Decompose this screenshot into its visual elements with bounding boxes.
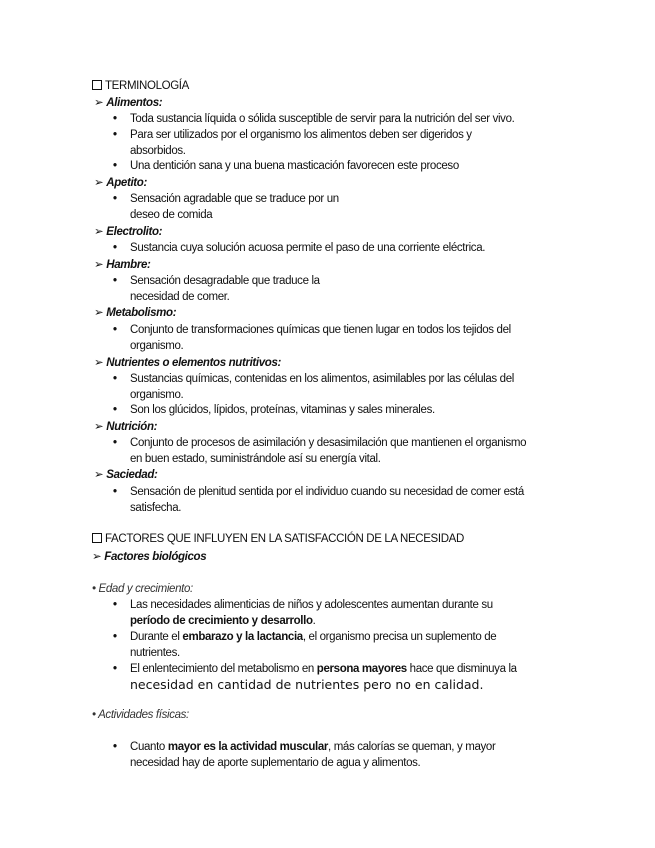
bullet-dot-icon: • [113,437,117,449]
arrow-bullet-icon: ➢ [94,259,104,271]
bullet-dot-icon: • [113,404,117,416]
list-item: Sensación agradable que se traduce por un [130,193,339,205]
checkbox-bullet-icon [92,533,102,543]
term-electrolito: ➢ Electrolito: [94,226,163,238]
term-nutrientes: ➢ Nutrientes o elementos nutritivos: [94,357,281,369]
list-item: Sensación desagradable que traduce la [130,275,320,287]
list-item: Cuanto mayor es la actividad muscular, más calorías se queman, y mayor [130,741,496,753]
bullet-dot-icon: • [113,663,117,675]
term-alimentos: ➢ Alimentos: [94,97,163,109]
small-bullet-icon: • [92,583,99,595]
bullet-dot-icon: • [113,129,117,141]
list-item: Sensación de plenitud sentida por el individuo cuando su necesidad de comer está [130,486,524,498]
section-heading-terminologia: TERMINOLOGÍA [92,79,189,93]
bullet-dot-icon: • [113,160,117,172]
arrow-bullet-icon: ➢ [94,226,104,238]
list-item: Para ser utilizados por el organismo los alimentos deben ser digeridos y [130,129,472,141]
bullet-dot-icon: • [113,741,117,753]
list-item-continuation: nutrientes. [130,647,180,659]
arrow-bullet-icon: ➢ [94,469,104,481]
bullet-dot-icon: • [113,631,117,643]
arrow-bullet-icon: ➢ [94,307,104,319]
list-item-continuation: organismo. [130,389,184,401]
arrow-bullet-icon: ➢ [94,177,104,189]
arrow-bullet-icon: ➢ [92,551,102,563]
arrow-bullet-icon: ➢ [94,97,104,109]
arrow-bullet-icon: ➢ [94,421,104,433]
term-metabolismo: ➢ Metabolismo: [94,307,177,319]
list-item: Conjunto de transformaciones químicas que tienen lugar en todos los tejidos del [130,324,511,336]
list-item: Sustancias químicas, contenidas en los alimentos, asimilables por las células del [130,373,514,385]
bullet-dot-icon: • [113,486,117,498]
arrow-bullet-icon: ➢ [94,357,104,369]
subheading-factores-biologicos: ➢ Factores biológicos [92,551,207,563]
subsection-edad: • Edad y crecimiento: [92,583,193,595]
list-item-continuation: período de crecimiento y desarrollo. [130,615,316,627]
list-item: Durante el embarazo y la lactancia, el organismo precisa un suplemento de [130,631,497,643]
list-item-continuation: absorbidos. [130,145,186,157]
subsection-actividades: • Actividades físicas: [92,709,189,721]
list-item: Toda sustancia líquida o sólida susceptible de servir para la nutrición del ser vivo. [130,113,515,125]
bullet-dot-icon: • [113,599,117,611]
list-item: Conjunto de procesos de asimilación y desasimilación que mantienen el organismo [130,437,527,449]
section-heading-factores: FACTORES QUE INFLUYEN EN LA SATISFACCIÓN DE LA NECESIDAD [92,532,464,546]
bullet-dot-icon: • [113,373,117,385]
term-saciedad: ➢ Saciedad: [94,469,158,481]
list-item: Son los glúcidos, lípidos, proteínas, vitaminas y sales minerales. [130,404,435,416]
term-nutricion: ➢ Nutrición: [94,421,158,433]
list-item: Una dentición sana y una buena masticación favorecen este proceso [130,160,459,172]
list-item-continuation: satisfecha. [130,502,182,514]
term-apetito: ➢ Apetito: [94,177,147,189]
list-item-continuation: en buen estado, suministrándole así su energía vital. [130,453,381,465]
bullet-dot-icon: • [113,242,117,254]
bullet-dot-icon: • [113,275,117,287]
list-item-continuation: organismo. [130,340,184,352]
small-bullet-icon: • [92,709,99,721]
list-item: Sustancia cuya solución acuosa permite el paso de una corriente eléctrica. [130,242,486,254]
list-item: Las necesidades alimenticias de niños y adolescentes aumentan durante su [130,599,493,611]
term-hambre: ➢ Hambre: [94,259,151,271]
checkbox-bullet-icon [92,80,102,90]
list-item-continuation: necesidad hay de aporte suplementario de agua y alimentos. [130,757,421,769]
bullet-dot-icon: • [113,193,117,205]
list-item: El enlentecimiento del metabolismo en persona mayores hace que disminuya la [130,663,517,675]
list-item-continuation: deseo de comida [130,209,213,221]
bullet-dot-icon: • [113,324,117,336]
list-item-continuation: necesidad en cantidad de nutrientes pero no en calidad. [130,677,484,692]
list-item-continuation: necesidad de comer. [130,291,230,303]
bullet-dot-icon: • [113,113,117,125]
